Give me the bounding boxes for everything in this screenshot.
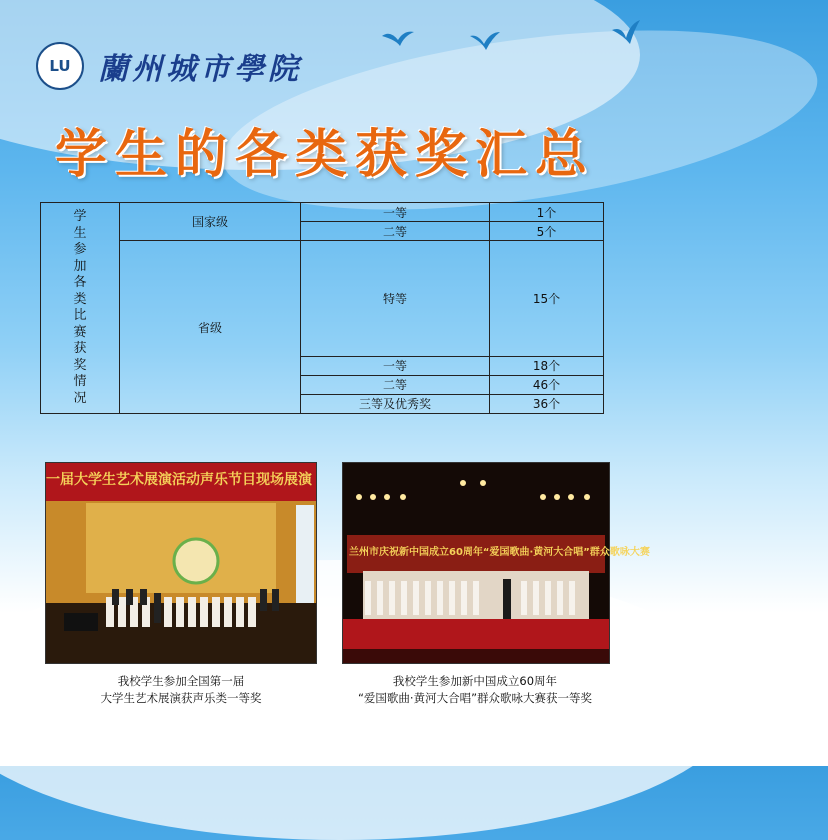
row-label-char: 况	[73, 390, 87, 406]
row-label-char: 赛	[73, 324, 87, 340]
row-label-char: 学	[73, 209, 87, 224]
grade-cell: 特等	[301, 241, 490, 357]
row-label-char: 情	[73, 374, 87, 389]
count-cell: 15个	[490, 241, 604, 357]
row-label-char: 参	[73, 242, 87, 257]
page-title: 学生的各类获奖汇总	[54, 125, 595, 185]
count-cell: 1个	[490, 203, 604, 222]
bird-icon	[610, 18, 644, 48]
row-label-char: 比	[73, 308, 87, 323]
bird-icon	[468, 30, 502, 54]
row-label	[41, 203, 120, 414]
level-cell: 省级	[120, 241, 301, 414]
caption-line: “爱国歌曲·黄河大合唱”群众歌咏大赛获一等奖	[357, 691, 593, 705]
row-label-char: 奖	[73, 357, 87, 373]
row-label-char: 获	[73, 341, 87, 356]
level-cell: 国家级	[120, 203, 301, 241]
row-label-char: 生	[73, 225, 87, 241]
count-cell: 18个	[490, 356, 604, 375]
photo-choir-contest	[342, 462, 650, 664]
caption-right	[322, 673, 628, 707]
header	[36, 42, 302, 90]
caption-line: 我校学生参加新中国成立60周年	[392, 674, 558, 688]
grade-cell: 二等	[301, 222, 490, 241]
school-name: 蘭州城市學院	[98, 52, 302, 87]
photo-banner: 兰州市庆祝新中国成立60周年“爱国歌曲·黄河大合唱”群众歌咏大赛	[349, 547, 650, 558]
bird-icon	[380, 28, 416, 52]
logo-text: LU	[49, 57, 71, 75]
school-logo	[36, 42, 84, 90]
photo-national-art-show	[45, 462, 317, 664]
caption-line: 我校学生参加全国第一届	[117, 674, 245, 688]
grade-cell: 三等及优秀奖	[301, 394, 490, 413]
row-label-char: 加	[73, 258, 87, 274]
row-label-char: 类	[73, 291, 87, 307]
grade-cell: 一等	[301, 356, 490, 375]
count-cell: 36个	[490, 394, 604, 413]
count-cell: 5个	[490, 222, 604, 241]
caption-line: 大学生艺术展演获声乐类一等奖	[100, 691, 262, 705]
awards-table	[40, 202, 604, 414]
photo-banner: 一届大学生艺术展演活动声乐节目现场展演	[46, 472, 312, 488]
row-label-char: 各	[73, 275, 87, 290]
count-cell: 46个	[490, 375, 604, 394]
grade-cell: 一等	[301, 203, 490, 222]
grade-cell: 二等	[301, 375, 490, 394]
caption-left	[45, 673, 317, 707]
